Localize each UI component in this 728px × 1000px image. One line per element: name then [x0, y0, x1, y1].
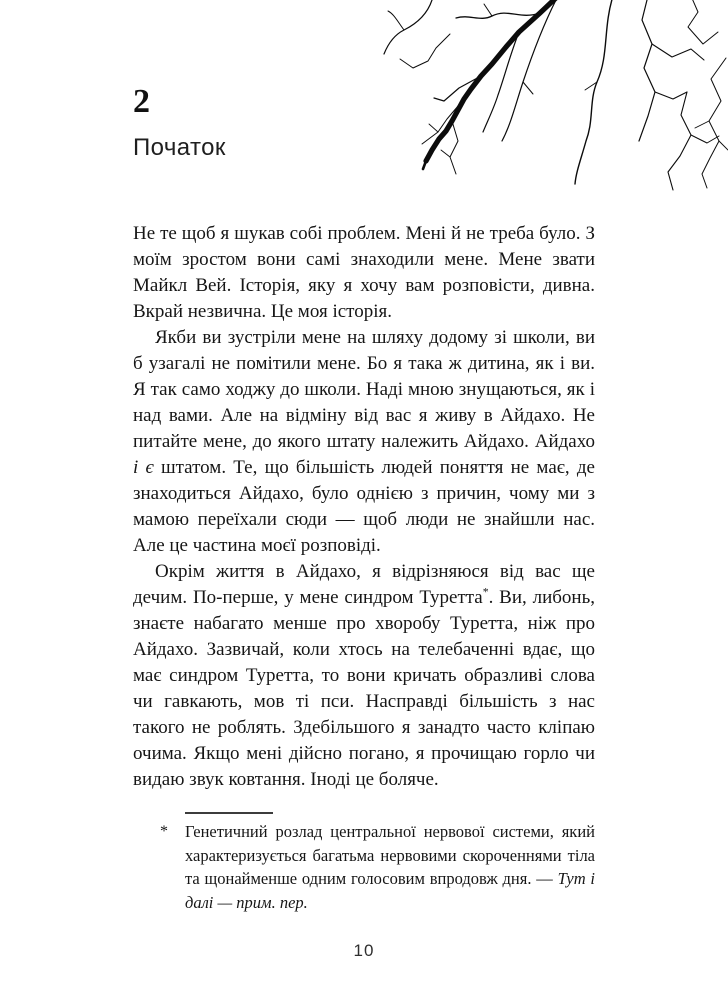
paragraph — [133, 559, 595, 793]
text-run: Окрім життя в Айдахо, я відрізняюся від вас ще дечим. По-перше, у мене синдром Туретта — [133, 561, 595, 608]
text-run: Тут і далі — прим. пер. — [185, 869, 596, 912]
paragraph — [133, 221, 595, 325]
text-run: штатом. Те, що більшість людей поняття не має, де знаходиться Айдахо, було однією з причин, чому ми з мамою переїхали сюди — щоб люди не знайшли нас. Але це частина моєї розповіді. — [133, 457, 595, 556]
text-run: * — [482, 585, 489, 599]
chapter-title: Початок — [133, 134, 226, 161]
text-run: . Ви, либонь, знаєте набагато менше про хворобу Туретта, ніж про Айдахо. Зазвичай, коли хтось на телебаченні вдає, що має синдром Туретта, то вони кричать образливі слова чи гавкають, мов ті пси. Насправді більшість з нас такого не роблять. Здебільшого я занадто часто кліпаю очима. Якщо мені дійсно погано, я прочищаю горло чи видаю звук ковтання. Іноді це боляче. — [133, 587, 595, 790]
text-run: Якби ви зустріли мене на шляху додому зі школи, ви б узагалі не помітили мене. Бо я така ж дитина, як і ви. Я так само ходжу до школи. Наді мною знущаються, як і над вами. Але на відміну від вас я живу в Айдахо. Не питайте мене, до якого штату належить Айдахо. Айдахо — [133, 327, 595, 452]
text-run: і є — [133, 457, 154, 478]
text-run: Не те щоб я шукав собі проблем. Мені й не треба було. З моїм зростом вони самі знаходили мене. Мене звати Майкл Вей. Історія, яку я хочу вам розповісти, дивна. Вкрай незвична. Це моя історія. — [133, 223, 595, 322]
footnote — [133, 812, 595, 914]
paragraph — [133, 325, 595, 559]
page-number: 10 — [353, 941, 375, 960]
body-text — [133, 221, 595, 793]
footnote-marker: * — [160, 823, 168, 840]
chapter-number: 2 — [133, 83, 150, 120]
footnote-separator — [185, 812, 273, 814]
text-run: Генетичний розлад центральної нервової системи, який характеризується багатьма нервовими скороченнями тіла та щонайменше одним голосовим впродовж дня. — — [185, 822, 595, 888]
lightning-illustration — [380, 0, 728, 200]
footnote-text — [185, 822, 595, 912]
